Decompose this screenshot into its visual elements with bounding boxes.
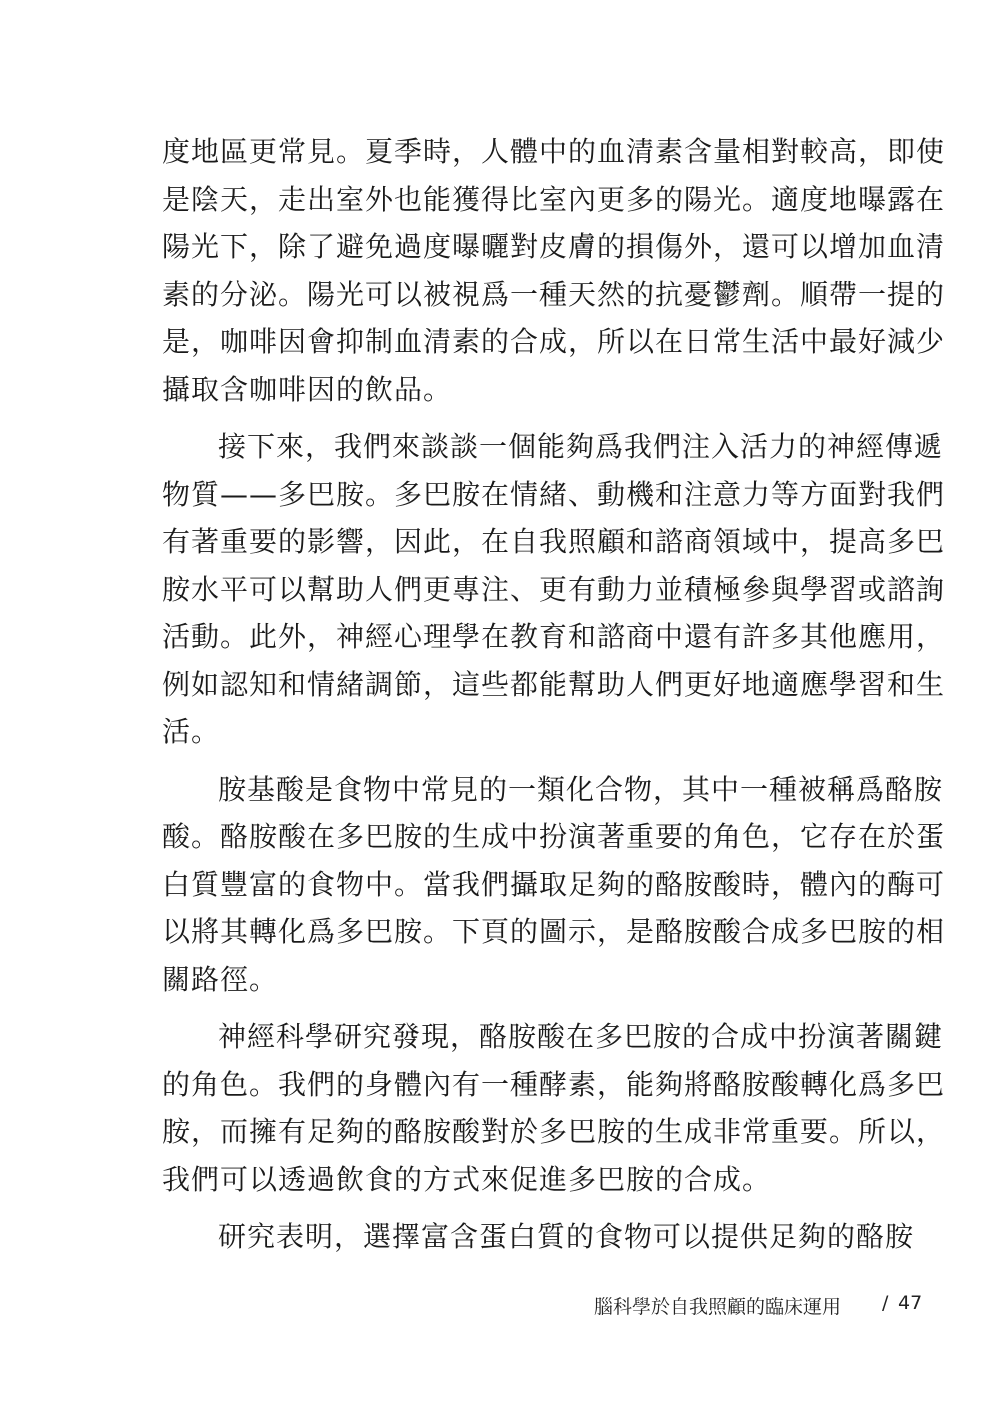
paragraph-gap xyxy=(162,756,890,766)
body-text xyxy=(162,128,946,1261)
text-line: 例如認知和情緒調節，這些都能幫助人們更好地適應學習和生 xyxy=(162,667,946,701)
paragraph xyxy=(162,766,946,1004)
text-line: 研究表明，選擇富含蛋白質的食物可以提供足夠的酪胺 xyxy=(218,1220,915,1253)
text-line: 活。 xyxy=(162,715,221,748)
text-line: 胺基酸是食物中常見的一類化合物，其中一種被稱爲酪胺 xyxy=(218,772,944,806)
text-line: 我們可以透過飲食的方式來促進多巴胺的合成。 xyxy=(162,1162,772,1196)
paragraph xyxy=(162,1013,946,1203)
paragraph xyxy=(162,128,946,413)
text-line: 陽光下，除了避免過度曝曬對皮膚的損傷外，還可以增加血清 xyxy=(162,230,946,263)
text-line: 有著重要的影響，因此，在自我照顧和諮商領域中，提高多巴 xyxy=(162,525,946,558)
paragraph-gap xyxy=(162,1003,890,1013)
paragraph-gap xyxy=(162,1203,890,1213)
text-line: 關路徑。 xyxy=(162,962,279,996)
text-line: 素的分泌。陽光可以被視爲一種天然的抗憂鬱劑。順帶一提的 xyxy=(162,277,946,311)
text-line: 活動。此外，神經心理學在教育和諮商中還有許多其他應用， xyxy=(162,620,946,653)
text-line: 接下來，我們來談談一個能夠爲我們注入活力的神經傳遞 xyxy=(218,430,944,463)
text-line: 神經科學研究發現，酪胺酸在多巴胺的合成中扮演著關鍵 xyxy=(218,1020,944,1053)
text-line: 以將其轉化爲多巴胺。下頁的圖示，是酪胺酸合成多巴胺的相 xyxy=(162,915,946,948)
paragraph xyxy=(162,423,946,756)
text-line: 胺，而擁有足夠的酪胺酸對於多巴胺的生成非常重要。所以， xyxy=(162,1115,946,1148)
paragraph-gap xyxy=(162,413,890,423)
text-line: 攝取含咖啡因的飲品。 xyxy=(162,372,453,406)
page-number: 47 xyxy=(898,1292,923,1314)
text-line: 胺水平可以幫助人們更專注、更有動力並積極參與學習或諮詢 xyxy=(162,572,946,606)
text-line: 是，咖啡因會抑制血清素的合成，所以在日常生活中最好減少 xyxy=(162,325,946,358)
text-line: 的角色。我們的身體內有一種酵素，能夠將酪胺酸轉化爲多巴 xyxy=(162,1067,946,1101)
running-book-title: 腦科學於自我照顧的臨床運用 xyxy=(594,1296,842,1318)
text-line: 度地區更常見。夏季時，人體中的血清素含量相對較高，即使 xyxy=(162,135,946,168)
text-line: 酸。酪胺酸在多巴胺的生成中扮演著重要的角色，它存在於蛋 xyxy=(162,820,946,853)
text-line: 是陰天，走出室外也能獲得比室內更多的陽光。適度地曝露在 xyxy=(162,182,946,216)
footer-separator: / xyxy=(882,1292,889,1314)
text-line: 物質——多巴胺。多巴胺在情緒、動機和注意力等方面對我們 xyxy=(162,477,946,511)
paragraph xyxy=(162,1213,915,1261)
text-line: 白質豐富的食物中。當我們攝取足夠的酪胺酸時，體內的酶可 xyxy=(162,867,946,901)
